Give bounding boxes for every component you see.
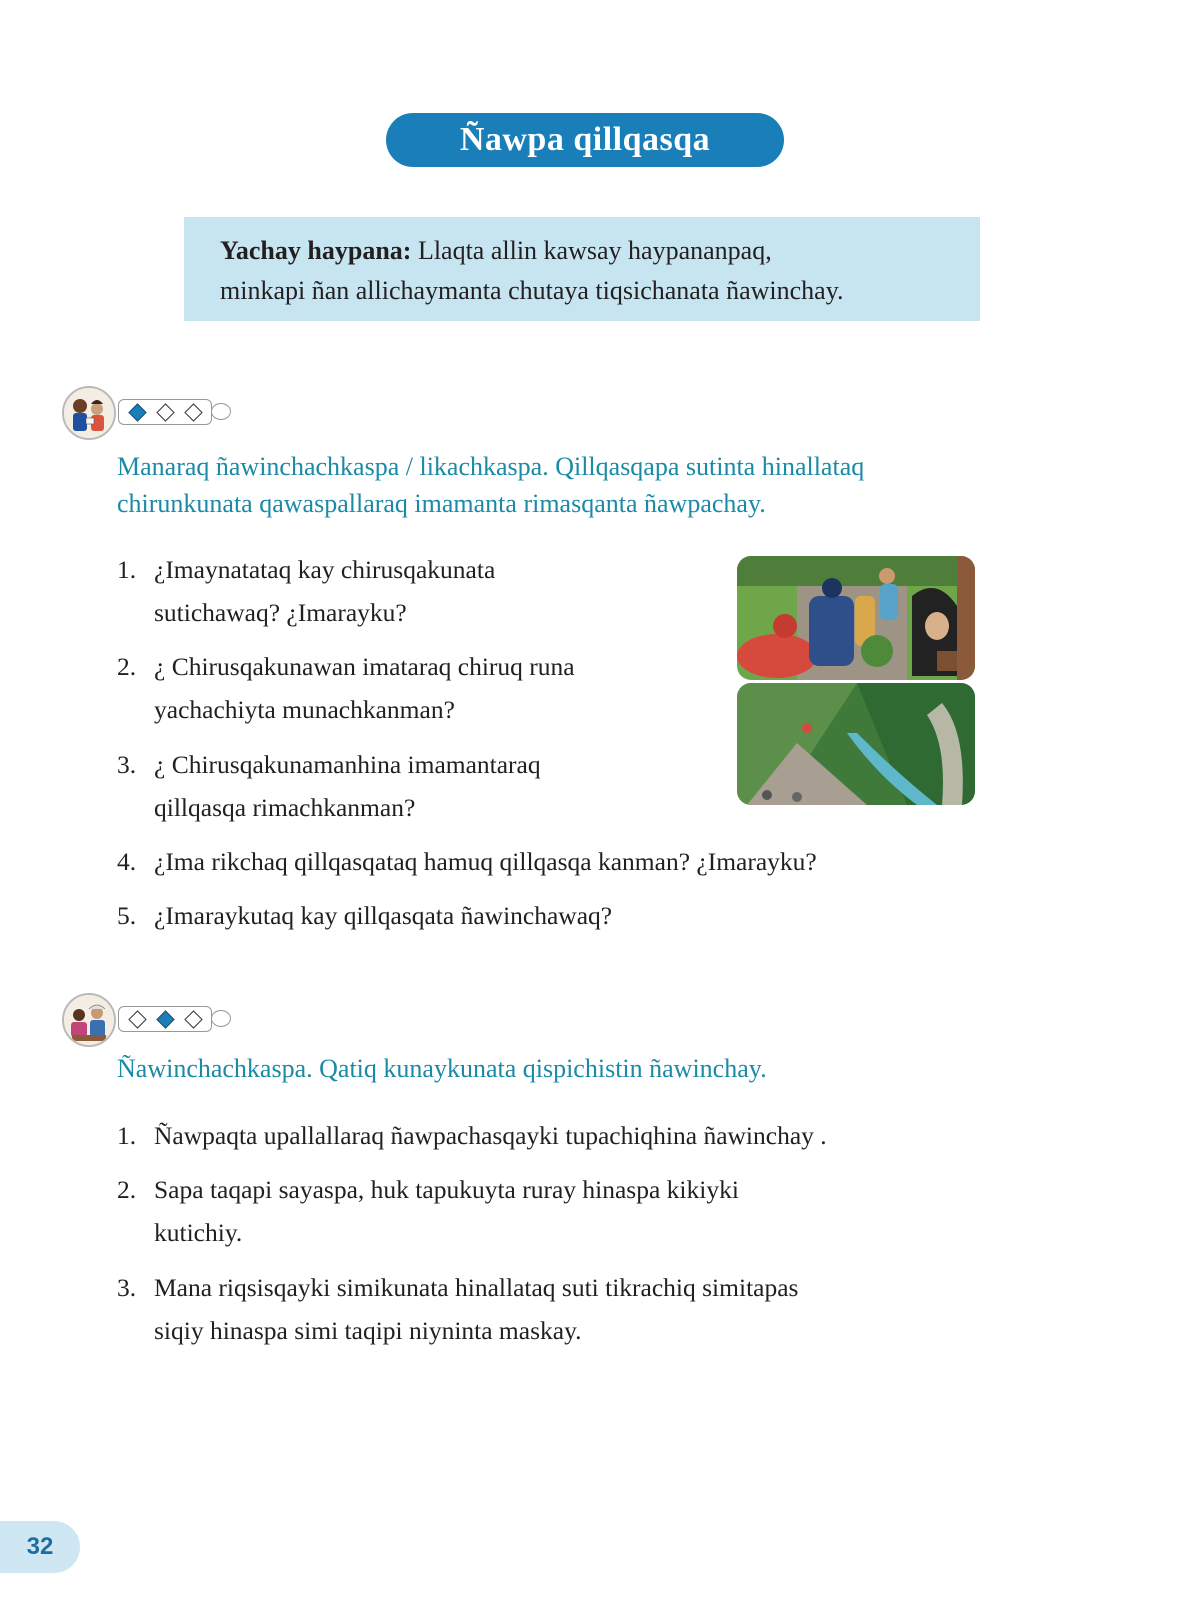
task-2 — [117, 1168, 739, 1254]
activity2-instruction: Ñawinchachkaspa. Qatiq kunaykunata qispichistin ñawinchay. — [117, 1054, 767, 1083]
level-diamond-2 — [156, 1010, 174, 1028]
question-text: sutichawaq? ¿Imarayku? — [154, 598, 407, 627]
tag-loop — [211, 403, 231, 420]
level-indicator — [118, 399, 212, 425]
question-text: ¿Imaynatataq kay chirusqakunata — [154, 555, 496, 584]
task-number: 3. — [117, 1273, 137, 1302]
question-number: 2. — [117, 652, 137, 681]
question-text: ¿Ima rikchaq qillqasqataq hamuq qillqasqa kanman? ¿Imarayku? — [154, 847, 817, 876]
level-diamond-3 — [184, 1010, 202, 1028]
question-text: ¿Imaraykutaq kay qillqasqata ñawinchawaq? — [154, 901, 613, 930]
illustration-mountain-valley — [737, 683, 975, 805]
instruction-line: Manaraq ñawinchachkaspa / likachkaspa. Qillqasqapa sutinta hinallataq — [117, 452, 865, 481]
task-1 — [117, 1114, 827, 1157]
task-text: Mana riqsisqayki simikunata hinallataq suti tikrachiq simitapas — [154, 1273, 799, 1302]
level-diamond-1 — [128, 1010, 146, 1028]
question-4 — [117, 840, 817, 883]
task-3 — [117, 1266, 798, 1352]
question-number: 5. — [117, 901, 137, 930]
level-indicator — [118, 1006, 212, 1032]
question-text: ¿ Chirusqakunawan imataraq chiruq runa — [154, 652, 575, 681]
level-diamond-1 — [128, 403, 146, 421]
objective-label: Yachay haypana: — [220, 236, 412, 265]
task-text: Sapa taqapi sayaspa, huk tapukuyta ruray hinaspa kikiyki — [154, 1175, 739, 1204]
task-text: siqiy hinaspa simi taqipi niyninta maskay. — [154, 1316, 582, 1345]
task-number: 1. — [117, 1121, 137, 1150]
learning-objective-box — [184, 217, 980, 321]
page-title: Ñawpa qillqasqa — [386, 113, 784, 167]
question-1 — [117, 548, 495, 634]
task-number: 2. — [117, 1175, 137, 1204]
question-number: 3. — [117, 750, 137, 779]
illustration-people-walking — [737, 556, 975, 680]
question-text: ¿ Chirusqakunamanhina imamantaraq — [154, 750, 541, 779]
task-text: Ñawpaqta upallallaraq ñawpachasqayki tupachiqhina ñawinchay . — [154, 1121, 827, 1150]
objective-text-line1: Llaqta allin kawsay haypananpaq, — [417, 236, 772, 265]
level-diamond-2 — [156, 403, 174, 421]
page-number: 32 — [0, 1521, 80, 1573]
task-text: kutichiy. — [154, 1218, 243, 1247]
activity1-marker — [62, 386, 262, 442]
question-5 — [117, 894, 612, 937]
question-text: qillqasqa rimachkanman? — [154, 793, 416, 822]
tag-loop — [211, 1010, 231, 1027]
activity1-instruction — [117, 448, 864, 522]
question-text: yachachiyta munachkanman? — [154, 695, 455, 724]
question-2 — [117, 645, 575, 731]
question-number: 1. — [117, 555, 137, 584]
level-diamond-3 — [184, 403, 202, 421]
objective-text-line2: minkapi ñan allichaymanta chutaya tiqsichanata ñawinchay. — [220, 276, 844, 305]
children-reading-icon — [62, 386, 116, 440]
instruction-line: chirunkunata qawaspallaraq imamanta rimasqanta ñawpachay. — [117, 489, 766, 518]
activity2-marker — [62, 993, 262, 1049]
children-studying-icon — [62, 993, 116, 1047]
question-3 — [117, 743, 541, 829]
question-number: 4. — [117, 847, 137, 876]
